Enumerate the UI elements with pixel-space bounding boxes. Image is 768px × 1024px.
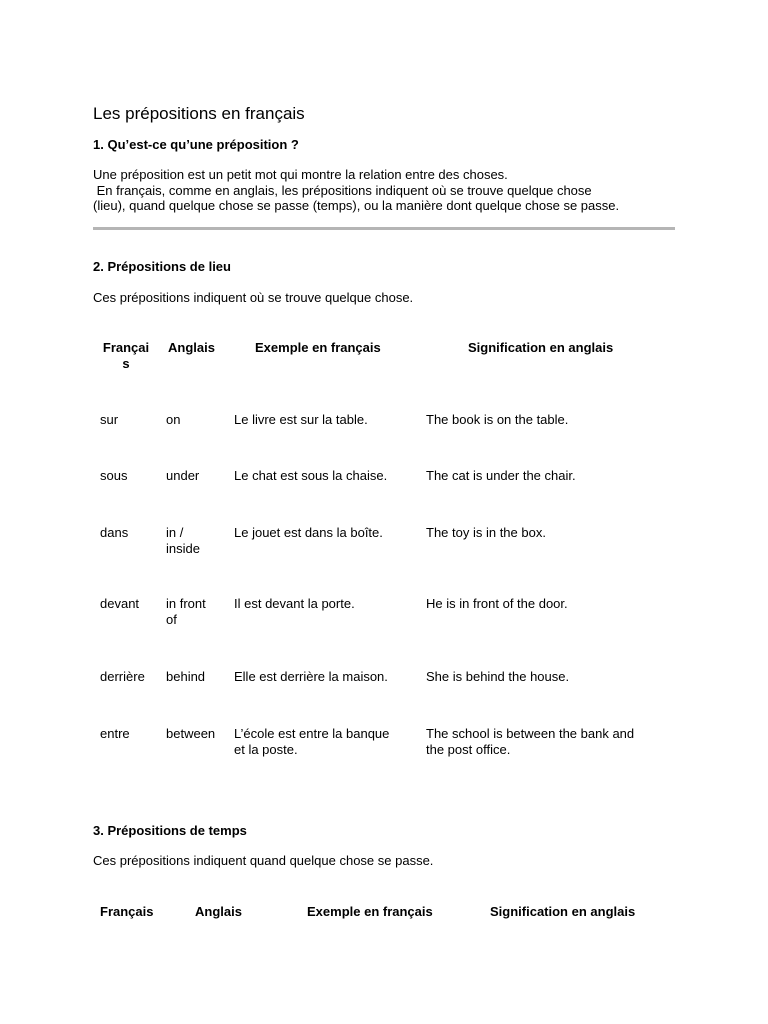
table-header-signification: Signification en anglais	[468, 340, 614, 355]
table-cell-exemple: Le jouet est dans la boîte.	[234, 525, 383, 540]
document-title: Les prépositions en français	[93, 104, 305, 123]
table-cell-francais: devant	[100, 596, 140, 611]
table-cell-signification: The book is on the table.	[426, 412, 569, 427]
section-2-intro: Ces prépositions indiquent où se trouve quelque chose.	[93, 290, 414, 305]
table-cell-exemple: Elle est derrière la maison.	[234, 669, 388, 684]
table-cell-exemple: Il est devant la porte.	[234, 596, 355, 611]
table-header-francais: Françai s	[102, 340, 150, 371]
table-cell-signification: He is in front of the door.	[426, 596, 568, 611]
table-cell-francais: dans	[100, 525, 129, 540]
table-cell-anglais: on	[166, 412, 181, 427]
table-cell-anglais: behind	[166, 669, 206, 684]
table-cell-signification: She is behind the house.	[426, 669, 570, 684]
table-header-anglais: Anglais	[195, 904, 242, 919]
table-cell-signification: The toy is in the box.	[426, 525, 546, 540]
table-cell-anglais: between	[166, 726, 216, 741]
section-1-heading: 1. Qu’est-ce qu’une préposition ?	[93, 137, 299, 152]
table-cell-signification: The cat is under the chair.	[426, 468, 576, 483]
table-cell-anglais: in front of	[166, 596, 206, 627]
table-cell-anglais: in / inside	[166, 525, 200, 556]
paragraph-line: Une préposition est un petit mot qui montre la relation entre des choses.	[93, 167, 508, 182]
table-cell-exemple: L’école est entre la banque et la poste.	[234, 726, 390, 757]
table-header-signification: Signification en anglais	[490, 904, 636, 919]
section-1-paragraph	[93, 167, 713, 214]
table-header-exemple: Exemple en français	[307, 904, 433, 919]
table-cell-exemple: Le chat est sous la chaise.	[234, 468, 388, 483]
table-cell-signification: The school is between the bank and the post office.	[426, 726, 635, 757]
paragraph-line: En français, comme en anglais, les prépositions indiquent où se trouve quelque chose	[93, 182, 592, 198]
table-header-francais: Français	[100, 904, 154, 919]
table-cell-francais: derrière	[100, 669, 145, 684]
table-cell-francais: sous	[100, 468, 128, 483]
table-header-exemple: Exemple en français	[255, 340, 381, 355]
table-cell-francais: sur	[100, 412, 119, 427]
table-cell-anglais: under	[166, 468, 200, 483]
section-2-heading: 2. Prépositions de lieu	[93, 259, 231, 274]
section-3-heading: 3. Prépositions de temps	[93, 823, 247, 838]
section-3-intro: Ces prépositions indiquent quand quelque chose se passe.	[93, 853, 434, 868]
horizontal-divider	[93, 227, 675, 230]
table-header-anglais: Anglais	[168, 340, 215, 355]
table-cell-francais: entre	[100, 726, 130, 741]
table-cell-exemple: Le livre est sur la table.	[234, 412, 368, 427]
paragraph-line: (lieu), quand quelque chose se passe (temps), ou la manière dont quelque chose se passe.	[93, 198, 620, 213]
